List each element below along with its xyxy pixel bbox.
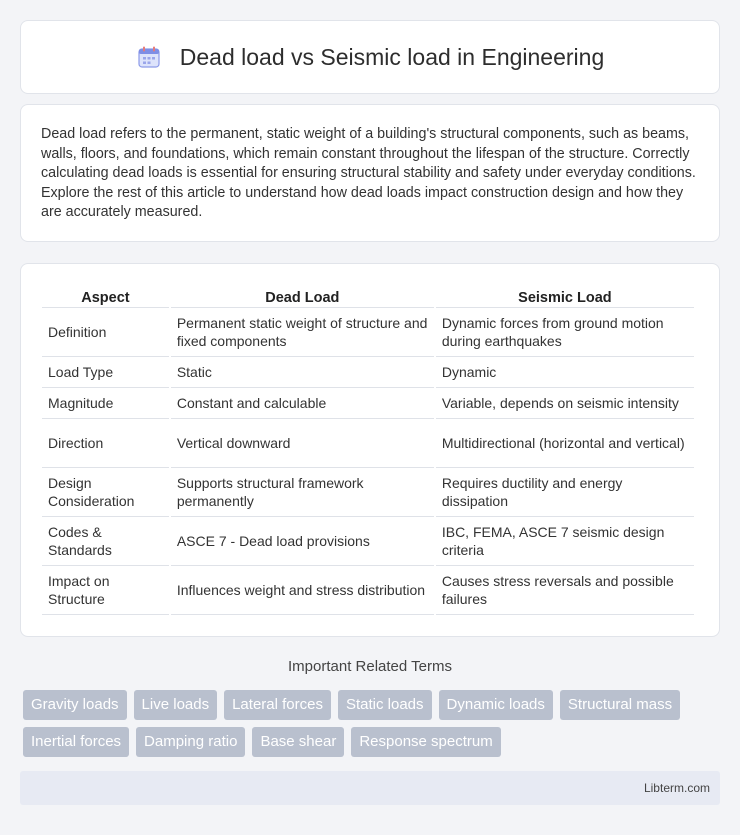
header-seismic-load: Seismic Load	[436, 286, 694, 308]
table-row	[42, 419, 694, 468]
cell-aspect: Magnitude	[42, 388, 169, 419]
cell-seismic-load: IBC, FEMA, ASCE 7 seismic design criteria	[436, 517, 694, 566]
cell-seismic-load: Multidirectional (horizontal and vertical)	[436, 419, 694, 468]
cell-seismic-load: Dynamic	[436, 357, 694, 388]
footer	[20, 771, 720, 805]
tag-response-spectrum[interactable]: Response spectrum	[351, 727, 500, 757]
header-dead-load: Dead Load	[171, 286, 434, 308]
tag-lateral-forces[interactable]: Lateral forces	[224, 690, 331, 720]
header-card	[20, 20, 720, 94]
tag-damping-ratio[interactable]: Damping ratio	[136, 727, 245, 757]
table-row	[42, 357, 694, 388]
cell-aspect: Impact on Structure	[42, 566, 169, 615]
cell-dead-load: Permanent static weight of structure and fixed components	[171, 308, 434, 357]
cell-dead-load: Supports structural framework permanently	[171, 468, 434, 517]
tag-static-loads[interactable]: Static loads	[338, 690, 432, 720]
cell-aspect: Codes & Standards	[42, 517, 169, 566]
cell-dead-load: Vertical downward	[171, 419, 434, 468]
table-row	[42, 468, 694, 517]
page-title: Dead load vs Seismic load in Engineering	[179, 43, 605, 70]
related-terms-tags	[23, 690, 723, 764]
tag-structural-mass[interactable]: Structural mass	[560, 690, 680, 720]
tag-live-loads[interactable]: Live loads	[134, 690, 218, 720]
cell-dead-load: Influences weight and stress distribution	[171, 566, 434, 615]
cell-aspect: Direction	[42, 419, 169, 468]
cell-dead-load: ASCE 7 - Dead load provisions	[171, 517, 434, 566]
footer-site-link[interactable]: Libterm.com	[643, 781, 710, 795]
cell-dead-load: Static	[171, 357, 434, 388]
intro-text: Dead load refers to the permanent, static weight of a building's structural components, such as beams, walls, floors, and foundations, which remain constant throughout the lifespan of the structure. Correctly calculating dead loads is essential for ensuring structural stability and safety under everyday conditions. Explore the rest of this article to understand how dead loads impact construction design and how they are accurately measured.	[41, 126, 696, 221]
tag-dynamic-loads[interactable]: Dynamic loads	[439, 690, 553, 720]
table-header-row	[42, 286, 694, 308]
tag-gravity-loads[interactable]: Gravity loads	[23, 690, 127, 720]
intro-card	[20, 104, 720, 242]
tag-inertial-forces[interactable]: Inertial forces	[23, 727, 129, 757]
cell-seismic-load: Causes stress reversals and possible failures	[436, 566, 694, 615]
table-row	[42, 517, 694, 566]
cell-seismic-load: Dynamic forces from ground motion during earthquakes	[436, 308, 694, 357]
comparison-table-card	[20, 263, 720, 637]
cell-dead-load: Constant and calculable	[171, 388, 434, 419]
table-row	[42, 308, 694, 357]
tag-row-2	[23, 727, 723, 757]
related-terms-title: Important Related Terms	[288, 658, 452, 675]
tag-row-1	[23, 690, 723, 720]
cell-seismic-load: Requires ductility and energy dissipation	[436, 468, 694, 517]
cell-aspect: Definition	[42, 308, 169, 357]
cell-aspect: Load Type	[42, 357, 169, 388]
cell-seismic-load: Variable, depends on seismic intensity	[436, 388, 694, 419]
table-row	[42, 388, 694, 419]
tag-base-shear[interactable]: Base shear	[252, 727, 344, 757]
calendar-icon	[136, 44, 162, 70]
title-wrap	[136, 44, 604, 71]
cell-aspect: Design Consideration	[42, 468, 169, 517]
table-row	[42, 566, 694, 615]
comparison-table	[40, 286, 696, 615]
header-aspect: Aspect	[42, 286, 169, 308]
